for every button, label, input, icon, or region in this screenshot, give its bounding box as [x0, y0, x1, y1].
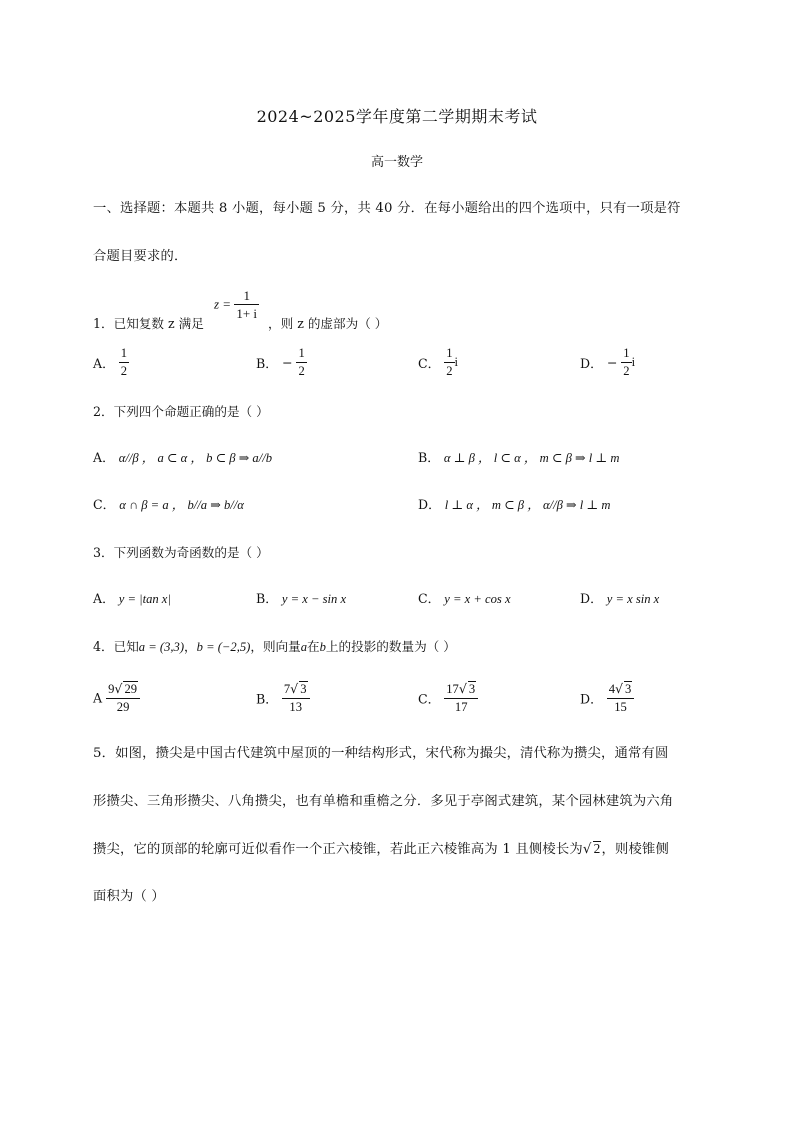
exam-subtitle: 高一数学 — [370, 155, 423, 170]
q2-stem: 2．下列四个命题正确的是（ ） — [93, 404, 269, 419]
radical-icon: √ — [615, 681, 624, 696]
q1-c-den: 2 — [446, 364, 453, 378]
q1-d-label: D． — [580, 356, 603, 371]
radical-icon: √ — [582, 842, 592, 857]
radical-icon: √ — [290, 681, 299, 696]
q5-line1: 5．如图，攒尖是中国古代建筑中屋顶的一种结构形式，宋代称为撮尖，清代称为攒尖，通常有圆 — [93, 746, 669, 761]
q4-a-rad: 29 — [124, 682, 138, 696]
q4-option-a — [93, 680, 140, 716]
q1-c-tail: i — [454, 355, 459, 369]
q2-option-c — [93, 494, 244, 513]
q4-stem-post: 上的投影的数量为（ ） — [325, 639, 456, 654]
q4-c-den: 17 — [454, 700, 468, 714]
q5-line3 — [93, 838, 669, 857]
q1-option-c — [418, 345, 458, 380]
q3-c-text: y = x + cos x — [444, 592, 511, 606]
q5-line4: 面积为（ ） — [93, 889, 165, 904]
q1-eq-num: 1 — [234, 287, 259, 305]
q1-b-sign: − — [281, 355, 293, 370]
q2-a-text: α//β ， a ⊂ α ， b ⊂ β ⇒ a//b — [118, 451, 272, 465]
q2-d-text: l ⊥ α ， m ⊂ β ， α//β ⇒ l ⊥ m — [444, 498, 611, 512]
q2-option-a — [93, 447, 272, 466]
q1-a-fraction — [119, 345, 129, 380]
q1-a-den: 2 — [120, 364, 128, 378]
q1-eq-den: 1+ i — [236, 306, 258, 321]
q1-suffix: ，则 z 的虚部为（ ） — [268, 316, 388, 331]
q5-line3-post: ，则棱锥侧 — [601, 842, 669, 857]
q4-b-label: B． — [256, 691, 278, 707]
q3-b-label: B． — [256, 591, 278, 606]
q3-c-label: C． — [418, 591, 441, 606]
q4-a-fraction — [106, 680, 140, 716]
q1-option-a — [93, 345, 129, 380]
q4-d-den: 15 — [614, 700, 627, 714]
q4-stem-mid: ，则向量 — [250, 639, 301, 654]
q2-option-d — [418, 494, 610, 513]
q4-a-numerator — [106, 680, 140, 699]
q1-d-num: 1 — [621, 345, 631, 363]
q1-d-den: 2 — [623, 364, 630, 378]
q4-b-den: 13 — [289, 700, 302, 714]
q1-d-fraction — [621, 345, 631, 380]
q4-d-label: D． — [580, 691, 603, 707]
q1-eq-left: z = — [214, 296, 232, 312]
q1-option-d — [580, 345, 635, 380]
q1-eq-fraction — [234, 287, 259, 322]
q4-a-den: 29 — [116, 700, 130, 714]
exam-title: 2024~2025学年度第二学期期末考试 — [256, 107, 538, 126]
q1-b-den: 2 — [298, 364, 305, 378]
q1-c-num: 1 — [444, 345, 454, 363]
q1-c-fraction — [444, 345, 454, 380]
q1-b-label: B． — [256, 356, 278, 371]
q4-a: a — [300, 640, 308, 654]
q1-c-label: C． — [418, 356, 441, 371]
q4-c-numerator — [444, 680, 478, 699]
q5-line2: 形攒尖、三角形攒尖、八角攒尖，也有单檐和重檐之分．多见于亭阁式建筑，某个园林建筑为六角 — [93, 794, 674, 809]
q3-option-b — [256, 588, 346, 607]
q2-b-label: B． — [418, 450, 440, 465]
q2-c-text: α ∩ β = a ， b//a ⇒ b//α — [119, 498, 244, 512]
q4-vec-a: a = (3,3) — [138, 640, 185, 654]
q4-c-rad: 3 — [468, 682, 476, 696]
q3-d-label: D． — [580, 591, 603, 606]
q4-c-label: C． — [418, 691, 441, 707]
q5-line3-pre: 攒尖，它的顶部的轮廓可近似看作一个正六棱锥，若此正六棱锥高为 1 且侧棱长为 — [93, 842, 583, 857]
q4-option-c — [418, 680, 478, 716]
q4-a-label: A — [93, 690, 103, 706]
q4-a-coef: 9 — [108, 682, 115, 696]
q4-sep: ， — [184, 639, 197, 654]
q4-b-coef: 7 — [283, 682, 291, 696]
q4-c-fraction — [444, 680, 478, 716]
q4-stem-pre: 4．已知 — [93, 639, 139, 654]
q1-a-num: 1 — [119, 345, 129, 363]
section-instructions-line2: 合题目要求的． — [93, 249, 188, 264]
q1-prefix: 1．已知复数 z 满足 — [93, 316, 204, 331]
q4-d-rad: 3 — [625, 682, 632, 696]
q4-b-numerator — [282, 680, 310, 699]
q2-d-label: D． — [418, 497, 441, 512]
q3-d-text: y = x sin x — [606, 592, 660, 606]
q2-b-text: α ⊥ β ， l ⊂ α ， m ⊂ β ⇒ l ⊥ m — [443, 451, 620, 465]
q4-option-b — [256, 680, 310, 716]
q4-d-numerator — [607, 680, 635, 699]
q4-stem — [93, 636, 456, 655]
q4-option-d — [580, 680, 634, 716]
q4-c-coef: 17 — [446, 682, 459, 696]
section-instructions-line1: 一、选择题：本题共 8 小题，每小题 5 分，共 40 分．在每小题给出的四个选项中，只有一项是符 — [93, 201, 681, 216]
q1-a-label: A． — [93, 356, 115, 371]
q4-d-coef: 4 — [608, 682, 616, 696]
q4-d-fraction — [607, 680, 635, 716]
q1-option-b — [256, 345, 307, 380]
q1-d-sign: − — [606, 355, 618, 370]
radical-icon: √ — [458, 681, 467, 696]
q2-c-label: C． — [93, 497, 116, 512]
q3-option-d — [580, 588, 659, 607]
q3-b-text: y = x − sin x — [281, 592, 347, 606]
q1-d-tail: i — [631, 355, 636, 369]
q3-stem: 3．下列函数为奇函数的是（ ） — [93, 545, 269, 560]
q4-vec-b: b = (−2,5) — [196, 640, 251, 654]
radical-icon: √ — [114, 681, 123, 696]
q3-a-text: y = |tan x| — [118, 592, 171, 606]
q3-option-a — [93, 588, 171, 607]
q1-b-num: 1 — [296, 345, 306, 363]
q4-b-fraction — [282, 680, 310, 716]
q3-a-label: A． — [93, 591, 115, 606]
q5-line3-rad: 2 — [593, 841, 601, 856]
q1-stem — [93, 313, 204, 332]
q1-equation — [214, 287, 259, 322]
q4-b-rad: 3 — [300, 682, 307, 696]
q2-a-label: A． — [93, 450, 115, 465]
q1-b-fraction — [296, 345, 306, 380]
q4-b: b — [319, 640, 326, 654]
q2-option-b — [418, 447, 619, 466]
q4-stem-mid2: 在 — [307, 639, 320, 654]
q3-option-c — [418, 588, 511, 607]
